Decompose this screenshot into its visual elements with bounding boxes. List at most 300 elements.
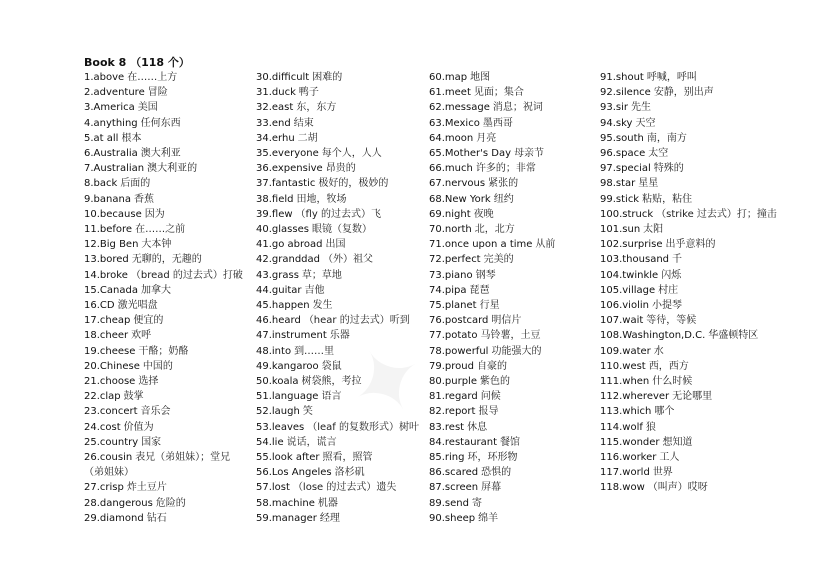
vocab-entry bbox=[84, 328, 249, 343]
vocab-entry bbox=[429, 146, 597, 161]
vocab-word: 8.back bbox=[84, 178, 118, 190]
vocab-meaning: 困难的 bbox=[312, 72, 343, 83]
vocab-word: 29.diamond bbox=[84, 512, 144, 524]
vocab-meaning: 哪个 bbox=[654, 406, 675, 418]
vocab-meaning: 在……上方 bbox=[127, 72, 178, 83]
vocab-word: 97.special bbox=[600, 163, 651, 175]
vocab-entry bbox=[256, 131, 426, 146]
vocab-word: 51.language bbox=[256, 391, 319, 403]
vocab-word: 61.meet bbox=[429, 87, 471, 99]
vocab-word: 90.sheep bbox=[429, 512, 476, 524]
vocab-entry bbox=[84, 192, 249, 207]
vocab-word: 80.purple bbox=[429, 376, 477, 388]
vocab-entry bbox=[429, 313, 597, 328]
vocab-meaning: 洛杉矶 bbox=[334, 467, 365, 479]
vocab-meaning: 母亲节 bbox=[514, 148, 545, 160]
vocab-entry bbox=[84, 404, 249, 419]
vocab-meaning: 星星 bbox=[638, 178, 659, 190]
vocab-meaning: 昂贵的 bbox=[325, 163, 356, 175]
vocab-word: 73.piano bbox=[429, 269, 473, 281]
vocab-word: 101.sun bbox=[600, 224, 641, 236]
vocab-meaning: 功能强大的 bbox=[491, 345, 542, 357]
vocab-word: 83.rest bbox=[429, 421, 465, 433]
vocab-entry bbox=[256, 480, 426, 495]
vocab-meaning: 袋鼠 bbox=[321, 360, 342, 372]
vocab-entry bbox=[84, 131, 249, 146]
vocab-entry bbox=[600, 389, 790, 404]
vocab-entry bbox=[429, 389, 597, 404]
vocab-entry bbox=[84, 252, 249, 267]
vocab-word: 36.expensive bbox=[256, 163, 323, 175]
vocab-meaning: 激光唱盘 bbox=[117, 300, 158, 312]
vocab-meaning: 机器 bbox=[317, 497, 338, 509]
vocab-meaning: 安静，别出声 bbox=[653, 87, 714, 99]
vocab-word: 25.country bbox=[84, 436, 139, 448]
vocab-word: 116.worker bbox=[600, 452, 657, 464]
vocab-entry bbox=[429, 70, 597, 85]
vocab-entry bbox=[256, 237, 426, 252]
vocab-word: 10.because bbox=[84, 208, 142, 220]
vocab-meaning: 南，南方 bbox=[646, 132, 687, 144]
vocab-word: 79.proud bbox=[429, 360, 474, 372]
vocab-word: 43.grass bbox=[256, 269, 299, 281]
vocab-meaning: 许多的；非常 bbox=[475, 163, 536, 175]
vocab-meaning: 发生 bbox=[312, 300, 333, 312]
vocab-word: 54.lie bbox=[256, 436, 284, 448]
vocab-word: 112.wherever bbox=[600, 391, 670, 403]
vocab-meaning: 屏幕 bbox=[481, 482, 502, 494]
vocab-meaning: 香蕉 bbox=[133, 193, 154, 205]
vocab-entry bbox=[84, 116, 249, 131]
vocab-word: 18.cheer bbox=[84, 330, 129, 342]
vocab-meaning: 无聊的，无趣的 bbox=[131, 254, 202, 266]
vocab-meaning: 选择 bbox=[138, 376, 159, 388]
vocab-meaning: 环，环形物 bbox=[467, 452, 518, 464]
vocab-word: 75.planet bbox=[429, 300, 477, 312]
vocab-word: 59.manager bbox=[256, 512, 317, 524]
vocab-entry bbox=[600, 116, 790, 131]
vocab-entry bbox=[256, 374, 426, 389]
vocab-entry bbox=[84, 176, 249, 191]
vocab-word: 17.cheap bbox=[84, 315, 131, 327]
vocab-entry bbox=[600, 207, 790, 222]
vocab-meaning: 千 bbox=[672, 254, 683, 266]
vocab-meaning: 音乐会 bbox=[140, 406, 171, 418]
vocab-word: 66.much bbox=[429, 163, 473, 175]
vocab-meaning: 行星 bbox=[479, 300, 500, 312]
vocab-word: 53.leaves bbox=[256, 421, 305, 433]
vocab-meaning: 马铃薯，土豆 bbox=[480, 330, 541, 342]
vocab-entry bbox=[256, 511, 426, 526]
vocab-meaning: 欢呼 bbox=[131, 330, 152, 342]
vocab-meaning: 绵羊 bbox=[478, 512, 499, 524]
vocab-meaning: 美国 bbox=[137, 102, 158, 114]
vocab-word: 63.Mexico bbox=[429, 117, 480, 129]
vocab-entry bbox=[600, 85, 790, 100]
vocab-meaning: （lose 的过去式）遗失 bbox=[292, 482, 397, 494]
vocab-meaning: 澳大利亚 bbox=[140, 148, 181, 160]
vocab-meaning: 特殊的 bbox=[653, 163, 684, 175]
vocab-meaning: 小提琴 bbox=[651, 300, 682, 312]
vocab-word: 114.wolf bbox=[600, 421, 643, 433]
vocab-word: 72.perfect bbox=[429, 254, 481, 266]
vocab-meaning: 寄 bbox=[471, 497, 482, 509]
vocab-entry bbox=[429, 237, 597, 252]
vocab-meaning: 粘贴，粘住 bbox=[642, 193, 693, 205]
vocab-word: 100.struck bbox=[600, 208, 654, 220]
vocab-word: 89.send bbox=[429, 497, 469, 509]
vocab-entry bbox=[600, 131, 790, 146]
vocab-entry bbox=[256, 404, 426, 419]
vocab-entry bbox=[256, 420, 426, 435]
vocab-meaning: 什么时候 bbox=[652, 376, 693, 388]
vocab-word: 37.fantastic bbox=[256, 178, 316, 190]
vocab-entry bbox=[429, 359, 597, 374]
vocab-entry bbox=[429, 283, 597, 298]
vocab-entry bbox=[256, 70, 426, 85]
vocab-meaning: 眼镜（复数） bbox=[311, 224, 372, 236]
vocab-meaning: 工人 bbox=[659, 452, 680, 464]
vocab-word: 16.CD bbox=[84, 300, 115, 312]
vocab-meaning: （hear 的过去式）听到 bbox=[303, 315, 410, 327]
vocab-meaning: 恐惧的 bbox=[481, 467, 512, 479]
vocab-meaning: 经理 bbox=[319, 512, 340, 524]
vocab-word: 98.star bbox=[600, 178, 636, 190]
vocab-meaning: 天空 bbox=[635, 117, 656, 129]
vocab-word: 39.flew bbox=[256, 208, 293, 220]
vocab-word: 81.regard bbox=[429, 391, 478, 403]
vocab-entry bbox=[256, 328, 426, 343]
vocab-meaning: 墨西哥 bbox=[482, 117, 513, 129]
vocab-word: 23.concert bbox=[84, 406, 138, 418]
vocab-entry bbox=[600, 465, 790, 480]
vocab-word: 46.heard bbox=[256, 315, 301, 327]
vocab-entry bbox=[429, 131, 597, 146]
vocab-word: 13.bored bbox=[84, 254, 129, 266]
vocab-word: 5.at all bbox=[84, 132, 119, 144]
vocab-meaning: 钢琴 bbox=[475, 269, 496, 281]
vocab-word: 106.violin bbox=[600, 300, 649, 312]
vocab-entry bbox=[429, 161, 597, 176]
vocab-entry bbox=[256, 192, 426, 207]
vocab-word: 31.duck bbox=[256, 87, 296, 99]
vocab-entry bbox=[84, 268, 249, 283]
vocab-word: 87.screen bbox=[429, 482, 479, 494]
vocab-word: 104.twinkle bbox=[600, 269, 659, 281]
vocab-column-1 bbox=[84, 70, 249, 526]
vocab-meaning: 紧张的 bbox=[488, 178, 519, 190]
vocab-entry bbox=[256, 496, 426, 511]
vocab-column-2 bbox=[256, 70, 426, 526]
vocab-entry bbox=[600, 70, 790, 85]
vocab-entry bbox=[256, 313, 426, 328]
vocab-meaning: （strike 过去式）打；撞击 bbox=[656, 208, 777, 220]
vocab-word: 26.cousin bbox=[84, 452, 133, 464]
vocab-word: 102.surprise bbox=[600, 239, 663, 251]
vocab-word: 78.powerful bbox=[429, 345, 489, 357]
vocab-meaning: 无论哪里 bbox=[672, 391, 713, 403]
vocab-meaning: 炸土豆片 bbox=[126, 482, 167, 494]
vocab-word: 32.east bbox=[256, 102, 294, 114]
vocab-meaning: 狼 bbox=[645, 421, 656, 433]
vocab-word: 76.postcard bbox=[429, 315, 489, 327]
vocab-entry bbox=[256, 359, 426, 374]
vocab-word: 71.once upon a time bbox=[429, 239, 533, 251]
vocab-entry bbox=[600, 176, 790, 191]
vocab-meaning: 根本 bbox=[121, 132, 142, 144]
vocab-entry bbox=[600, 313, 790, 328]
vocab-entry bbox=[84, 298, 249, 313]
vocab-meaning: 澳大利亚的 bbox=[147, 163, 198, 175]
vocab-word: 7.Australian bbox=[84, 163, 145, 175]
vocab-meaning: 后面的 bbox=[120, 178, 151, 190]
vocab-entry bbox=[600, 237, 790, 252]
vocab-word: 118.wow bbox=[600, 482, 645, 494]
vocab-word: 94.sky bbox=[600, 117, 633, 129]
vocab-word: 85.ring bbox=[429, 452, 465, 464]
vocab-entry bbox=[429, 328, 597, 343]
vocab-meaning: （叫声）哎呀 bbox=[647, 482, 708, 494]
vocab-entry bbox=[600, 374, 790, 389]
vocab-entry bbox=[256, 85, 426, 100]
vocab-entry bbox=[429, 480, 597, 495]
vocab-meaning: 语言 bbox=[321, 391, 342, 403]
vocab-entry bbox=[600, 328, 790, 343]
vocab-word: 99.stick bbox=[600, 193, 640, 205]
vocab-word: 4.anything bbox=[84, 117, 138, 129]
vocab-meaning: 钻石 bbox=[146, 512, 167, 524]
vocab-meaning: 华盛顿特区 bbox=[708, 330, 759, 342]
vocab-entry bbox=[429, 511, 597, 526]
vocab-entry bbox=[429, 435, 597, 450]
vocab-entry bbox=[84, 359, 249, 374]
vocab-word: 70.north bbox=[429, 224, 472, 236]
vocab-meaning: 二胡 bbox=[297, 132, 318, 144]
vocab-word: 77.potato bbox=[429, 330, 478, 342]
vocab-meaning: 国家 bbox=[141, 436, 162, 448]
vocab-entry bbox=[84, 511, 249, 526]
vocab-meaning: 照看，照管 bbox=[322, 452, 373, 464]
vocab-entry bbox=[84, 344, 249, 359]
vocab-meaning: 草；草地 bbox=[301, 269, 342, 281]
vocab-entry bbox=[600, 480, 790, 495]
vocab-word: 93.sir bbox=[600, 102, 629, 114]
vocab-meaning: 冒险 bbox=[147, 87, 168, 99]
vocab-word: 74.pipa bbox=[429, 284, 467, 296]
vocab-word: 12.Big Ben bbox=[84, 239, 139, 251]
vocab-entry bbox=[256, 100, 426, 115]
vocab-entry bbox=[429, 252, 597, 267]
vocab-word: 60.map bbox=[429, 72, 468, 83]
vocab-entry bbox=[600, 268, 790, 283]
vocab-meaning: 地图 bbox=[470, 72, 491, 83]
vocab-entry bbox=[256, 344, 426, 359]
vocab-meaning: 等待，等候 bbox=[646, 315, 697, 327]
vocab-entry bbox=[256, 435, 426, 450]
vocab-word: 47.instrument bbox=[256, 330, 327, 342]
vocab-entry bbox=[84, 85, 249, 100]
vocab-entry bbox=[256, 465, 426, 480]
vocab-entry bbox=[84, 100, 249, 115]
vocab-meaning: 危险的 bbox=[155, 497, 186, 509]
vocab-word: 113.which bbox=[600, 406, 652, 418]
vocab-word: 62.message bbox=[429, 102, 490, 114]
vocab-entry bbox=[600, 146, 790, 161]
vocab-word: 1.above bbox=[84, 72, 125, 83]
vocab-word: 82.report bbox=[429, 406, 476, 418]
vocab-word: 3.America bbox=[84, 102, 135, 114]
vocab-word: 28.dangerous bbox=[84, 497, 153, 509]
vocab-word: 2.adventure bbox=[84, 87, 145, 99]
vocab-word: 24.cost bbox=[84, 421, 121, 433]
vocab-entry bbox=[256, 450, 426, 465]
vocab-entry bbox=[84, 161, 249, 176]
vocab-word: 44.guitar bbox=[256, 284, 302, 296]
vocab-meaning: 吉他 bbox=[304, 284, 325, 296]
vocab-entry bbox=[84, 374, 249, 389]
vocab-entry bbox=[84, 283, 249, 298]
vocab-entry bbox=[600, 420, 790, 435]
vocab-entry bbox=[256, 161, 426, 176]
vocab-meaning: 明信片 bbox=[491, 315, 522, 327]
vocab-entry bbox=[256, 146, 426, 161]
vocab-entry bbox=[256, 116, 426, 131]
vocab-word: 55.look after bbox=[256, 452, 320, 464]
vocab-meaning: 餐馆 bbox=[500, 436, 521, 448]
vocab-word: 6.Australia bbox=[84, 148, 138, 160]
vocab-entry bbox=[429, 116, 597, 131]
vocab-meaning: 琵琶 bbox=[469, 284, 490, 296]
vocab-meaning: 加拿大 bbox=[140, 284, 171, 296]
vocab-meaning: 中国的 bbox=[142, 360, 173, 372]
vocab-entry bbox=[429, 465, 597, 480]
vocab-word: 49.kangaroo bbox=[256, 360, 319, 372]
vocab-meaning: 出国 bbox=[325, 239, 346, 251]
vocab-meaning: 纽约 bbox=[493, 193, 514, 205]
vocab-entry bbox=[429, 222, 597, 237]
vocab-entry bbox=[600, 222, 790, 237]
vocab-word: 52.laugh bbox=[256, 406, 300, 418]
vocab-entry bbox=[600, 359, 790, 374]
vocab-entry bbox=[256, 283, 426, 298]
vocab-entry bbox=[256, 222, 426, 237]
vocab-entry bbox=[600, 283, 790, 298]
vocab-word: 21.choose bbox=[84, 376, 136, 388]
vocab-entry bbox=[429, 374, 597, 389]
vocab-word: 91.shout bbox=[600, 72, 644, 83]
vocab-word: 115.wonder bbox=[600, 436, 660, 448]
vocab-word: 69.night bbox=[429, 208, 471, 220]
vocab-meaning: （外）祖父 bbox=[323, 254, 373, 266]
vocab-meaning: 便宜的 bbox=[133, 315, 164, 327]
vocab-word: 110.west bbox=[600, 360, 646, 372]
vocab-meaning: 问候 bbox=[480, 391, 501, 403]
vocab-word: 50.koala bbox=[256, 376, 299, 388]
vocab-entry bbox=[600, 435, 790, 450]
vocab-word: 27.crisp bbox=[84, 482, 124, 494]
vocab-meaning: 田地，牧场 bbox=[296, 193, 347, 205]
vocab-meaning: 大本钟 bbox=[141, 239, 172, 251]
vocab-entry bbox=[429, 192, 597, 207]
vocab-meaning: 极好的，极妙的 bbox=[318, 178, 389, 190]
vocab-entry bbox=[600, 404, 790, 419]
vocab-entry bbox=[84, 389, 249, 404]
vocab-meaning: 自豪的 bbox=[476, 360, 507, 372]
vocab-word: 40.glasses bbox=[256, 224, 309, 236]
vocab-entry bbox=[84, 496, 249, 511]
vocab-entry bbox=[600, 161, 790, 176]
vocab-word: 92.silence bbox=[600, 87, 651, 99]
vocab-meaning: （bread 的过去式）打破 bbox=[130, 269, 243, 281]
vocab-word: 64.moon bbox=[429, 132, 474, 144]
vocab-word: 45.happen bbox=[256, 300, 310, 312]
vocab-word: 58.machine bbox=[256, 497, 315, 509]
vocab-entry bbox=[84, 480, 249, 495]
vocab-meaning: 闪烁 bbox=[661, 269, 682, 281]
vocab-entry bbox=[429, 268, 597, 283]
vocab-entry bbox=[429, 298, 597, 313]
vocab-entry bbox=[429, 450, 597, 465]
vocab-meaning: 太空 bbox=[648, 148, 669, 160]
vocab-word: 35.everyone bbox=[256, 148, 319, 160]
vocab-meaning: 树袋熊，考拉 bbox=[301, 376, 362, 388]
vocab-word: 15.Canada bbox=[84, 284, 138, 296]
vocab-entry bbox=[429, 344, 597, 359]
vocab-meaning: 东，东方 bbox=[296, 102, 337, 114]
vocab-entry bbox=[256, 298, 426, 313]
vocab-column-3 bbox=[429, 70, 597, 526]
vocab-word: 84.restaurant bbox=[429, 436, 498, 448]
vocab-meaning: 从前 bbox=[535, 239, 556, 251]
vocab-meaning: 价值为 bbox=[123, 421, 154, 433]
vocab-word: 11.before bbox=[84, 224, 133, 236]
vocab-meaning: 每个人，人人 bbox=[321, 148, 382, 160]
vocab-entry bbox=[84, 237, 249, 252]
vocab-meaning: （leaf 的复数形式）树叶 bbox=[307, 421, 420, 433]
vocab-meaning: 表兄（弟姐妹）；堂兄（弟姐妹） bbox=[84, 452, 231, 479]
vocab-entry bbox=[600, 252, 790, 267]
vocab-meaning: （fly 的过去式）飞 bbox=[295, 208, 381, 220]
vocab-meaning: 消息；祝词 bbox=[492, 102, 543, 114]
vocab-word: 107.wait bbox=[600, 315, 644, 327]
vocab-entry bbox=[84, 146, 249, 161]
vocab-meaning: 出乎意料的 bbox=[665, 239, 716, 251]
vocab-entry bbox=[600, 450, 790, 465]
vocab-entry bbox=[256, 389, 426, 404]
vocab-entry bbox=[600, 298, 790, 313]
vocab-word: 57.lost bbox=[256, 482, 290, 494]
vocab-meaning: 结束 bbox=[293, 117, 314, 129]
vocab-meaning: 水 bbox=[653, 345, 664, 357]
vocab-entry bbox=[429, 85, 597, 100]
vocab-meaning: 呼喊，呼叫 bbox=[646, 72, 697, 83]
vocab-word: 38.field bbox=[256, 193, 294, 205]
vocab-entry bbox=[256, 252, 426, 267]
vocab-meaning: 想知道 bbox=[662, 436, 693, 448]
vocab-column-4 bbox=[600, 70, 790, 496]
vocab-meaning: 乐器 bbox=[329, 330, 350, 342]
vocab-word: 42.granddad bbox=[256, 254, 320, 266]
vocab-word: 9.banana bbox=[84, 193, 131, 205]
vocab-word: 96.space bbox=[600, 148, 646, 160]
vocab-entry bbox=[429, 207, 597, 222]
vocab-word: 56.Los Angeles bbox=[256, 467, 332, 479]
vocab-entry bbox=[429, 176, 597, 191]
vocab-meaning: 月亮 bbox=[476, 132, 497, 144]
vocab-meaning: 西，西方 bbox=[648, 360, 689, 372]
vocab-word: 95.south bbox=[600, 132, 644, 144]
vocab-entry bbox=[84, 70, 249, 85]
